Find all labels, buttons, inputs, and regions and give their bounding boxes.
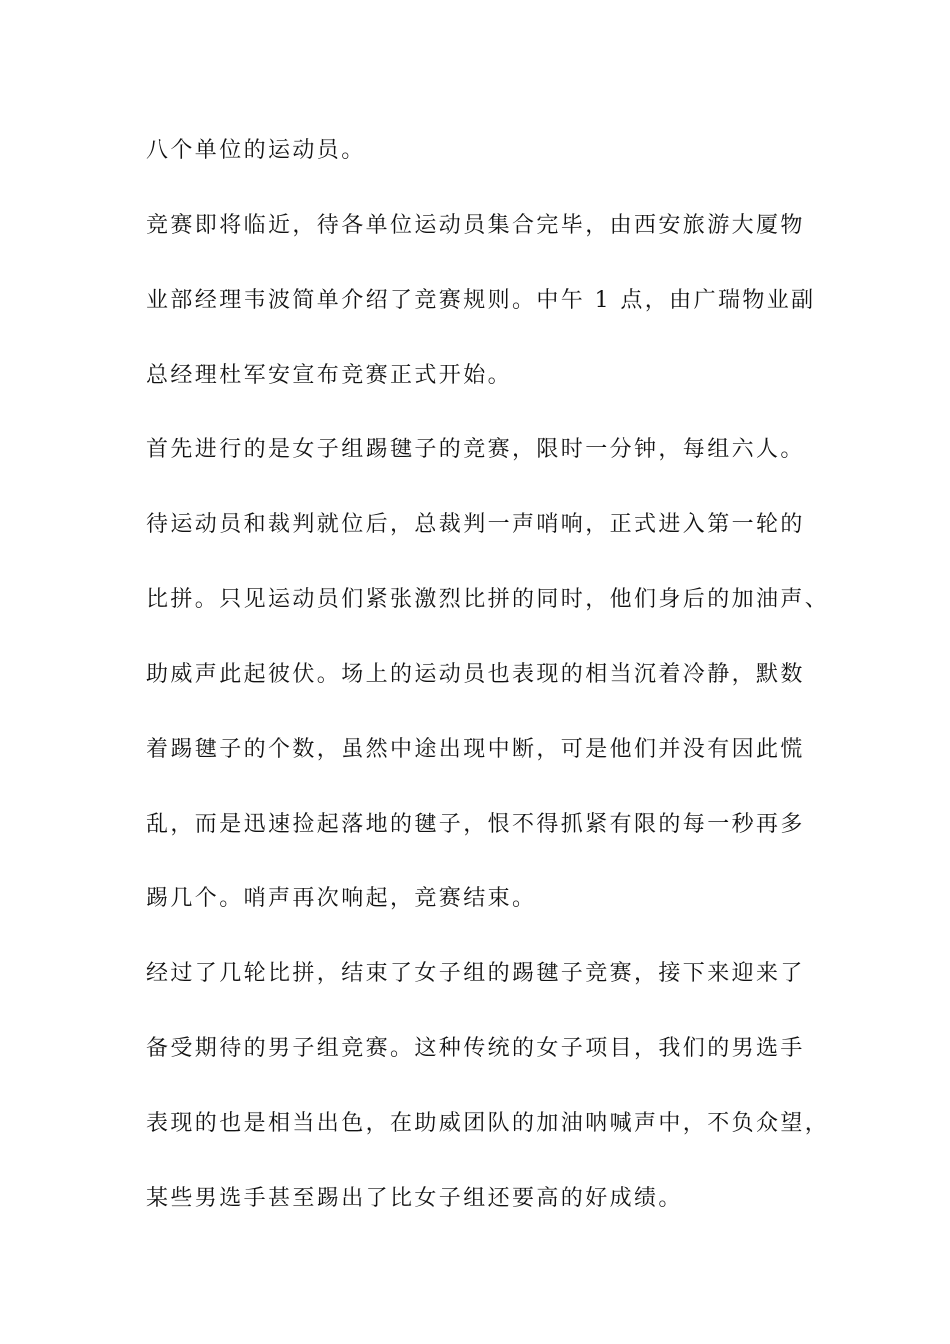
text-line: 竞赛即将临近，待各单位运动员集合完毕，由西安旅游大厦物 [146,213,805,238]
text-line: 表现的也是相当出色，在助威团队的加油呐喊声中，不负众望， [146,1111,830,1136]
text-line: 首先进行的是女子组踢毽子的竞赛，限时一分钟，每组六人。 [146,437,805,462]
text-line: 八个单位的运动员。 [146,138,366,163]
text-line: 某些男选手甚至踢出了比女子组还要高的好成绩。 [146,1186,683,1211]
text-line: 经过了几轮比拼，结束了女子组的踢毽子竞赛，接下来迎来了 [146,961,805,986]
text-line: 总经理杜军安宣布竞赛正式开始。 [146,363,513,388]
text-line: 业部经理韦波简单介绍了竞赛规则。中午 1 点，由广瑞物业副 [146,288,816,313]
text-line: 踢几个。哨声再次响起，竞赛结束。 [146,886,537,911]
text-line: 备受期待的男子组竞赛。这种传统的女子项目，我们的男选手 [146,1036,805,1061]
text-line: 乱，而是迅速捡起落地的毽子，恨不得抓紧有限的每一秒再多 [146,812,805,837]
text-line: 待运动员和裁判就位后，总裁判一声哨响，正式进入第一轮的 [146,512,805,537]
text-line: 助威声此起彼伏。场上的运动员也表现的相当沉着冷静，默数 [146,662,805,687]
text-line: 比拼。只见运动员们紧张激烈比拼的同时，他们身后的加油声、 [146,587,830,612]
text-line: 着踢毽子的个数，虽然中途出现中断，可是他们并没有因此慌 [146,737,805,762]
